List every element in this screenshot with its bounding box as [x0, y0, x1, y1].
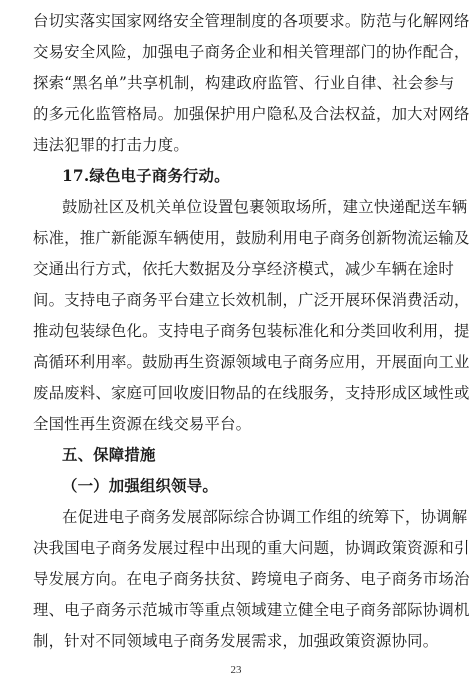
section-heading-organization: （一）加强组织领导。	[62, 477, 218, 495]
paragraph-line: 废品废料、家庭可回收废旧物品的在线服务，支持形成区域性或	[33, 384, 470, 402]
paragraph-line: 违法犯罪的打击力度。	[33, 136, 189, 154]
paragraph-line: 标准，推广新能源车辆使用，鼓励利用电子商务创新物流运输及	[33, 229, 470, 247]
section-heading-green-ecommerce: 17.绿色电子商务行动。	[62, 167, 230, 185]
paragraph-line: 高循环利用率。鼓励再生资源领域电子商务应用，开展面向工业	[33, 353, 470, 371]
paragraph-line: 理、电子商务示范城市等重点领域建立健全电子商务部际协调机	[33, 601, 470, 619]
paragraph-line: 在促进电子商务发展部际综合协调工作组的统筹下，协调解	[62, 508, 468, 526]
paragraph-line: 鼓励社区及机关单位设置包裹领取场所，建立快递配送车辆	[62, 198, 468, 216]
paragraph-line: 间。支持电子商务平台建立长效机制，广泛开展环保消费活动，	[33, 291, 470, 309]
paragraph-line: 探索“黑名单”共享机制，构建政府监管、行业自律、社会参与	[33, 74, 455, 92]
paragraph-line: 制，针对不同领域电子商务发展需求，加强政策资源协同。	[33, 632, 439, 650]
paragraph-line: 导发展方向。在电子商务扶贫、跨境电子商务、电子商务市场治	[33, 570, 470, 588]
paragraph-line: 全国性再生资源在线交易平台。	[33, 415, 252, 433]
paragraph-line: 台切实落实国家网络安全管理制度的各项要求。防范与化解网络	[33, 12, 470, 30]
page-number: 23	[230, 664, 242, 676]
paragraph-line: 推动包装绿色化。支持电子商务包装标准化和分类回收利用，提	[33, 322, 470, 340]
paragraph-line: 交通出行方式，依托大数据及分享经济模式，减少车辆在途时	[33, 260, 454, 278]
paragraph-line: 交易安全风险，加强电子商务企业和相关管理部门的协作配合，	[33, 43, 470, 61]
paragraph-line: 决我国电子商务发展过程中出现的重大问题，协调政策资源和引	[33, 539, 470, 557]
chapter-heading-safeguards: 五、保障措施	[62, 446, 156, 464]
paragraph-line: 的多元化监管格局。加强保护用户隐私及合法权益，加大对网络	[33, 105, 470, 123]
